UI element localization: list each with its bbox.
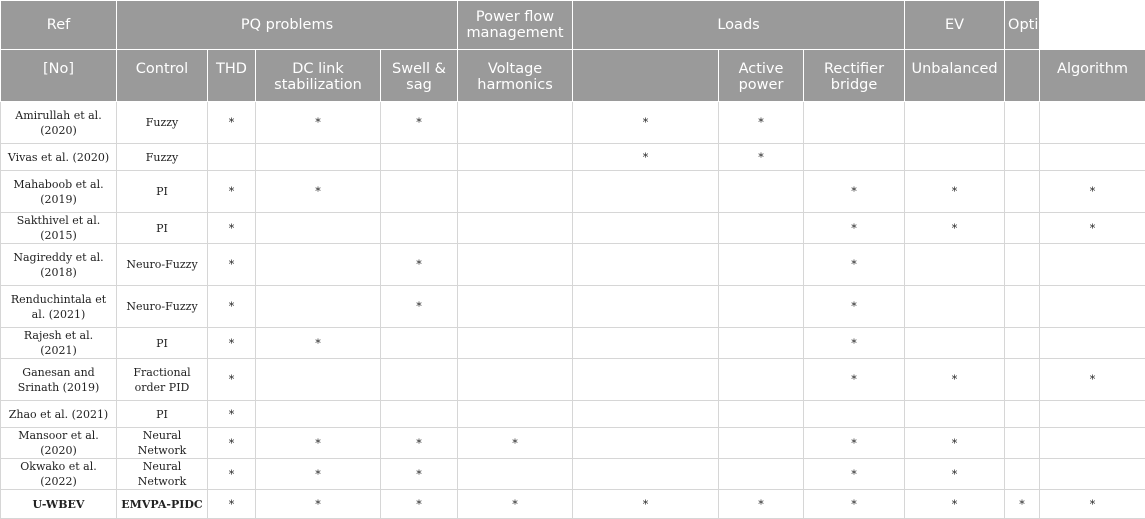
cell-mark bbox=[573, 459, 719, 490]
cell-mark bbox=[1005, 171, 1040, 213]
cell-mark bbox=[458, 328, 573, 359]
cell-mark bbox=[256, 244, 381, 286]
cell-mark bbox=[1005, 213, 1040, 244]
cell-mark: * bbox=[381, 244, 458, 286]
cell-mark bbox=[1005, 286, 1040, 328]
cell-mark bbox=[719, 359, 804, 401]
cell-mark: * bbox=[804, 213, 905, 244]
cell-mark bbox=[1040, 428, 1145, 459]
cell-mark: * bbox=[208, 490, 256, 519]
header-no: [No] bbox=[1, 50, 117, 102]
cell-mark bbox=[905, 102, 1005, 144]
cell-ref: Nagireddy et al. (2018) bbox=[1, 244, 117, 286]
cell-mark: * bbox=[208, 459, 256, 490]
cell-mark bbox=[458, 102, 573, 144]
table-row bbox=[1, 328, 1145, 359]
cell-control: Fuzzy bbox=[117, 144, 208, 171]
cell-mark bbox=[1005, 144, 1040, 171]
cell-mark bbox=[381, 401, 458, 428]
cell-mark: * bbox=[208, 244, 256, 286]
cell-control: Fuzzy bbox=[117, 102, 208, 144]
cell-control: PI bbox=[117, 401, 208, 428]
cell-mark: * bbox=[905, 171, 1005, 213]
cell-mark: * bbox=[1005, 490, 1040, 519]
cell-mark: * bbox=[458, 490, 573, 519]
cell-mark bbox=[381, 144, 458, 171]
cell-mark: * bbox=[804, 328, 905, 359]
cell-mark: * bbox=[381, 286, 458, 328]
cell-mark: * bbox=[208, 171, 256, 213]
cell-mark bbox=[1040, 102, 1145, 144]
cell-mark bbox=[381, 328, 458, 359]
cell-mark: * bbox=[208, 328, 256, 359]
cell-mark: * bbox=[905, 490, 1005, 519]
cell-mark bbox=[804, 102, 905, 144]
cell-mark: * bbox=[804, 171, 905, 213]
cell-mark bbox=[458, 401, 573, 428]
cell-ref: Sakthivel et al. (2015) bbox=[1, 213, 117, 244]
cell-ref: Okwako et al. (2022) bbox=[1, 459, 117, 490]
cell-mark bbox=[1040, 459, 1145, 490]
cell-mark bbox=[719, 328, 804, 359]
cell-mark: * bbox=[381, 428, 458, 459]
cell-mark bbox=[256, 144, 381, 171]
header-voltage-harmonics: Voltage harmonics bbox=[458, 50, 573, 102]
cell-mark bbox=[573, 213, 719, 244]
cell-mark bbox=[905, 328, 1005, 359]
cell-ref: Zhao et al. (2021) bbox=[1, 401, 117, 428]
cell-mark: * bbox=[905, 459, 1005, 490]
cell-mark bbox=[1040, 328, 1145, 359]
header-pq-problems: PQ problems bbox=[117, 1, 458, 50]
cell-mark: * bbox=[804, 286, 905, 328]
cell-ref: U-WBEV bbox=[1, 490, 117, 519]
table-row bbox=[1, 428, 1145, 459]
cell-mark bbox=[905, 244, 1005, 286]
cell-mark bbox=[1040, 286, 1145, 328]
header-dc-link: DC link stabilization bbox=[256, 50, 381, 102]
cell-mark bbox=[719, 244, 804, 286]
cell-control: Fractional order PID bbox=[117, 359, 208, 401]
cell-ref: Amirullah et al. (2020) bbox=[1, 102, 117, 144]
table-row bbox=[1, 490, 1145, 519]
cell-mark bbox=[458, 244, 573, 286]
cell-mark: * bbox=[256, 102, 381, 144]
cell-ref: Renduchintala et al. (2021) bbox=[1, 286, 117, 328]
table-row bbox=[1, 244, 1145, 286]
cell-mark: * bbox=[905, 359, 1005, 401]
cell-mark: * bbox=[458, 428, 573, 459]
cell-mark: * bbox=[208, 213, 256, 244]
table-row bbox=[1, 459, 1145, 490]
cell-mark: * bbox=[1040, 171, 1145, 213]
header-row-sub bbox=[1, 50, 1145, 102]
header-power-flow: Power flow management bbox=[458, 1, 573, 50]
cell-ref: Mansoor et al. (2020) bbox=[1, 428, 117, 459]
cell-ref: Rajesh et al. (2021) bbox=[1, 328, 117, 359]
cell-mark bbox=[256, 286, 381, 328]
table-header bbox=[1, 1, 1145, 102]
header-unbalanced: Unbalanced bbox=[905, 50, 1005, 102]
cell-mark bbox=[1040, 144, 1145, 171]
cell-mark bbox=[208, 144, 256, 171]
cell-mark bbox=[719, 459, 804, 490]
header-loads: Loads bbox=[573, 1, 905, 50]
cell-mark bbox=[1005, 102, 1040, 144]
cell-mark: * bbox=[256, 171, 381, 213]
cell-mark: * bbox=[905, 428, 1005, 459]
cell-mark bbox=[1005, 401, 1040, 428]
cell-mark bbox=[381, 213, 458, 244]
cell-control: Neuro-Fuzzy bbox=[117, 286, 208, 328]
cell-mark: * bbox=[256, 490, 381, 519]
cell-mark: * bbox=[573, 102, 719, 144]
cell-mark bbox=[1040, 401, 1145, 428]
table-row bbox=[1, 286, 1145, 328]
table-body bbox=[1, 102, 1145, 519]
cell-mark: * bbox=[1040, 359, 1145, 401]
cell-mark: * bbox=[905, 213, 1005, 244]
header-row-top bbox=[1, 1, 1145, 50]
cell-mark: * bbox=[256, 459, 381, 490]
header-power-flow-sub bbox=[573, 50, 719, 102]
cell-mark bbox=[719, 286, 804, 328]
header-thd: THD bbox=[208, 50, 256, 102]
cell-mark bbox=[256, 213, 381, 244]
cell-mark: * bbox=[804, 359, 905, 401]
cell-mark bbox=[458, 144, 573, 171]
cell-mark bbox=[1005, 459, 1040, 490]
cell-mark bbox=[256, 401, 381, 428]
cell-mark bbox=[804, 401, 905, 428]
cell-mark bbox=[256, 359, 381, 401]
cell-mark: * bbox=[256, 328, 381, 359]
cell-mark: * bbox=[381, 459, 458, 490]
cell-mark bbox=[573, 244, 719, 286]
cell-mark bbox=[905, 401, 1005, 428]
cell-mark bbox=[573, 286, 719, 328]
cell-control: PI bbox=[117, 328, 208, 359]
cell-mark bbox=[1005, 428, 1040, 459]
cell-mark bbox=[458, 286, 573, 328]
cell-mark bbox=[458, 171, 573, 213]
cell-mark: * bbox=[719, 144, 804, 171]
header-rectifier-bridge: Rectifier bridge bbox=[804, 50, 905, 102]
table-row bbox=[1, 359, 1145, 401]
cell-control: Neural Network bbox=[117, 459, 208, 490]
header-ev-sub bbox=[1005, 50, 1040, 102]
cell-mark bbox=[573, 428, 719, 459]
cell-control: Neuro-Fuzzy bbox=[117, 244, 208, 286]
table-row bbox=[1, 102, 1145, 144]
cell-mark: * bbox=[804, 244, 905, 286]
cell-mark: * bbox=[804, 459, 905, 490]
cell-control: PI bbox=[117, 171, 208, 213]
cell-mark: * bbox=[208, 286, 256, 328]
cell-mark bbox=[458, 359, 573, 401]
cell-mark bbox=[381, 171, 458, 213]
cell-mark bbox=[1005, 359, 1040, 401]
cell-mark: * bbox=[381, 490, 458, 519]
header-control: Control bbox=[117, 50, 208, 102]
cell-mark bbox=[719, 213, 804, 244]
cell-mark: * bbox=[719, 102, 804, 144]
cell-mark bbox=[1005, 244, 1040, 286]
cell-mark: * bbox=[208, 359, 256, 401]
cell-mark bbox=[381, 359, 458, 401]
cell-mark bbox=[719, 428, 804, 459]
header-active-power: Active power bbox=[719, 50, 804, 102]
cell-mark bbox=[573, 328, 719, 359]
cell-mark: * bbox=[719, 490, 804, 519]
cell-mark: * bbox=[804, 490, 905, 519]
cell-mark: * bbox=[573, 490, 719, 519]
cell-mark: * bbox=[1040, 213, 1145, 244]
cell-mark bbox=[719, 171, 804, 213]
cell-mark bbox=[573, 401, 719, 428]
cell-ref: Vivas et al. (2020) bbox=[1, 144, 117, 171]
table-row bbox=[1, 213, 1145, 244]
cell-mark: * bbox=[1040, 490, 1145, 519]
cell-mark: * bbox=[573, 144, 719, 171]
table-row bbox=[1, 171, 1145, 213]
cell-mark bbox=[458, 459, 573, 490]
cell-control: PI bbox=[117, 213, 208, 244]
table-row bbox=[1, 144, 1145, 171]
cell-mark: * bbox=[804, 428, 905, 459]
cell-mark: * bbox=[381, 102, 458, 144]
cell-mark bbox=[1040, 244, 1145, 286]
cell-ref: Ganesan and Srinath (2019) bbox=[1, 359, 117, 401]
cell-mark: * bbox=[208, 401, 256, 428]
table-row bbox=[1, 401, 1145, 428]
cell-control: Neural Network bbox=[117, 428, 208, 459]
cell-mark: * bbox=[208, 102, 256, 144]
cell-mark bbox=[1005, 328, 1040, 359]
cell-mark bbox=[804, 144, 905, 171]
cell-mark: * bbox=[208, 428, 256, 459]
header-ev: EV bbox=[905, 1, 1005, 50]
header-optimization: Optimization bbox=[1005, 1, 1040, 50]
cell-mark bbox=[905, 144, 1005, 171]
cell-mark bbox=[458, 213, 573, 244]
header-swell-sag: Swell & sag bbox=[381, 50, 458, 102]
header-ref: Ref bbox=[1, 1, 117, 50]
cell-ref: Mahaboob et al. (2019) bbox=[1, 171, 117, 213]
cell-mark bbox=[719, 401, 804, 428]
cell-mark bbox=[573, 171, 719, 213]
cell-mark bbox=[573, 359, 719, 401]
cell-control: EMVPA-PIDC bbox=[117, 490, 208, 519]
cell-mark bbox=[905, 286, 1005, 328]
header-algorithm: Algorithm bbox=[1040, 50, 1145, 102]
cell-mark: * bbox=[256, 428, 381, 459]
